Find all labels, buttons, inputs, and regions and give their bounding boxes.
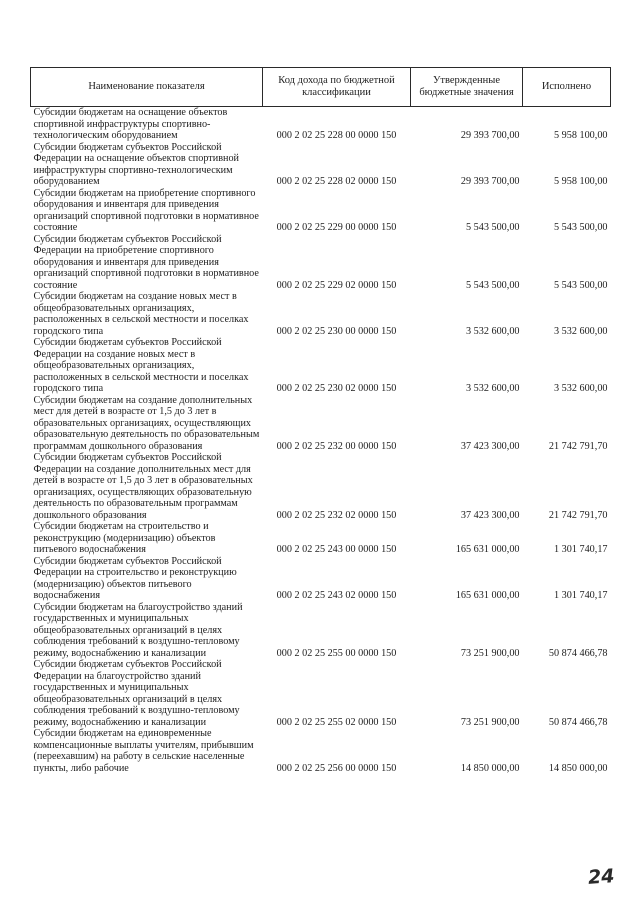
row-name: Субсидии бюджетам на создание новых мест в общеобразовательных организациях, расположенных в сельской местности и поселках городского типа [33,291,249,337]
row-code: 000 2 02 25 255 02 0000 150 [276,716,397,728]
row-code: 000 2 02 25 228 00 0000 150 [276,130,397,141]
row-executed: 21 742 791,70 [548,509,608,521]
row-name: Субсидии бюджетам субъектов Российской Федерации на благоустройство зданий государственных и муниципальных общеобразовательных организаций в целях соблюдения требований к воздушно-тепловому режиму, водоснабжению и канализации [33,659,240,728]
row-code: 000 2 02 25 256 00 0000 150 [276,762,397,774]
row-approved: 37 423 300,00 [460,509,520,521]
table-row [31,234,611,292]
row-name: Субсидии бюджетам на оснащение объектов спортивной инфраструктуры спортивно-технологическим оборудованием [33,107,228,141]
row-approved: 5 543 500,00 [466,222,520,233]
row-executed: 14 850 000,00 [548,762,608,774]
row-code: 000 2 02 25 255 00 0000 150 [276,647,397,659]
row-name: Субсидии бюджетам на единовременные компенсационные выплаты учителям, прибывшим (переехавшим) на работу в сельские населенные пункты, либо рабочие [33,728,254,774]
row-code: 000 2 02 25 229 02 0000 150 [276,279,397,291]
row-executed: 1 301 740,17 [554,590,608,601]
row-name: Субсидии бюджетам субъектов Российской Федерации на оснащение объектов спортивной инфраструктуры спортивно-технологическим оборудованием [33,141,239,187]
row-code: 000 2 02 25 232 02 0000 150 [276,509,397,521]
table-row [31,291,611,337]
row-executed: 5 958 100,00 [554,176,608,187]
table-row [31,556,611,602]
table-row [31,107,611,142]
row-code: 000 2 02 25 243 02 0000 150 [276,590,397,601]
row-executed: 21 742 791,70 [548,440,608,452]
table-row [31,142,611,188]
table-row [31,188,611,234]
table-row [31,521,611,556]
row-executed: 1 301 740,17 [554,544,608,555]
row-executed: 3 532 600,00 [554,325,608,337]
row-approved: 165 631 000,00 [455,590,520,601]
table-row [31,659,611,728]
row-approved: 14 850 000,00 [460,762,520,774]
row-executed: 50 874 466,78 [548,647,608,659]
row-code: 000 2 02 25 230 00 0000 150 [276,325,397,337]
row-approved: 3 532 600,00 [466,383,520,394]
row-executed: 3 532 600,00 [554,383,608,394]
row-name: Субсидии бюджетам субъектов Российской Федерации на создание новых мест в общеобразовательных организациях, расположенных в сельской местности и поселках городского типа [33,337,249,394]
row-name: Субсидии бюджетам субъектов Российской Федерации на создание дополнительных мест для детей в возрасте от 1,5 до 3 лет в образовательных организациях, осуществляющих образовательную деятельность по образовательным программам дошкольного образования [33,452,253,521]
budget-table [30,67,611,774]
table-row [31,395,611,453]
row-name: Субсидии бюджетам на создание дополнительных мест для детей в возрасте от 1,5 до 3 лет в образовательных организациях, осуществляющих образовательную деятельность по образовательным программам дошкольного образования [33,394,260,452]
header-code: Код дохода по бюджетной классификации [263,68,411,107]
row-approved: 37 423 300,00 [460,440,520,452]
row-code: 000 2 02 25 232 00 0000 150 [276,440,397,452]
row-approved: 73 251 900,00 [460,647,520,659]
row-approved: 29 393 700,00 [460,176,520,187]
row-name: Субсидии бюджетам на благоустройство зданий государственных и муниципальных общеобразовательных организаций в целях соблюдения требований к воздушно-тепловому режиму, водоснабжению и канализации [33,601,243,659]
row-name: Субсидии бюджетам на строительство и реконструкцию (модернизацию) объектов питьевого водоснабжения [33,521,216,555]
row-approved: 73 251 900,00 [460,716,520,728]
table-row [31,452,611,521]
row-code: 000 2 02 25 229 00 0000 150 [276,222,397,233]
row-executed: 5 543 500,00 [554,222,608,233]
row-approved: 3 532 600,00 [466,325,520,337]
header-name: Наименование показателя [31,68,263,107]
row-code: 000 2 02 25 243 00 0000 150 [276,544,397,555]
row-executed: 5 958 100,00 [554,130,608,141]
row-approved: 165 631 000,00 [455,544,520,555]
header-approved: Утвержденные бюджетные значения [411,68,523,107]
table-header-row [31,68,611,107]
table-row [31,602,611,660]
row-name: Субсидии бюджетам субъектов Российской Федерации на строительство и реконструкцию (модернизацию) объектов питьевого водоснабжения [33,555,237,601]
row-approved: 29 393 700,00 [460,130,520,141]
row-approved: 5 543 500,00 [466,279,520,291]
handwritten-page-number: 24 [587,865,616,889]
table-row [31,728,611,774]
row-code: 000 2 02 25 230 02 0000 150 [276,383,397,394]
row-name: Субсидии бюджетам на приобретение спортивного оборудования и инвентаря для приведения организаций спортивной подготовки в нормативное состояние [33,187,259,233]
row-code: 000 2 02 25 228 02 0000 150 [276,176,397,187]
row-executed: 50 874 466,78 [548,716,608,728]
row-executed: 5 543 500,00 [554,279,608,291]
table-row [31,337,611,395]
row-name: Субсидии бюджетам субъектов Российской Федерации на приобретение спортивного оборудования и инвентаря для приведения организаций спортивной подготовки в нормативное состояние [33,233,259,291]
header-executed: Исполнено [523,68,611,107]
